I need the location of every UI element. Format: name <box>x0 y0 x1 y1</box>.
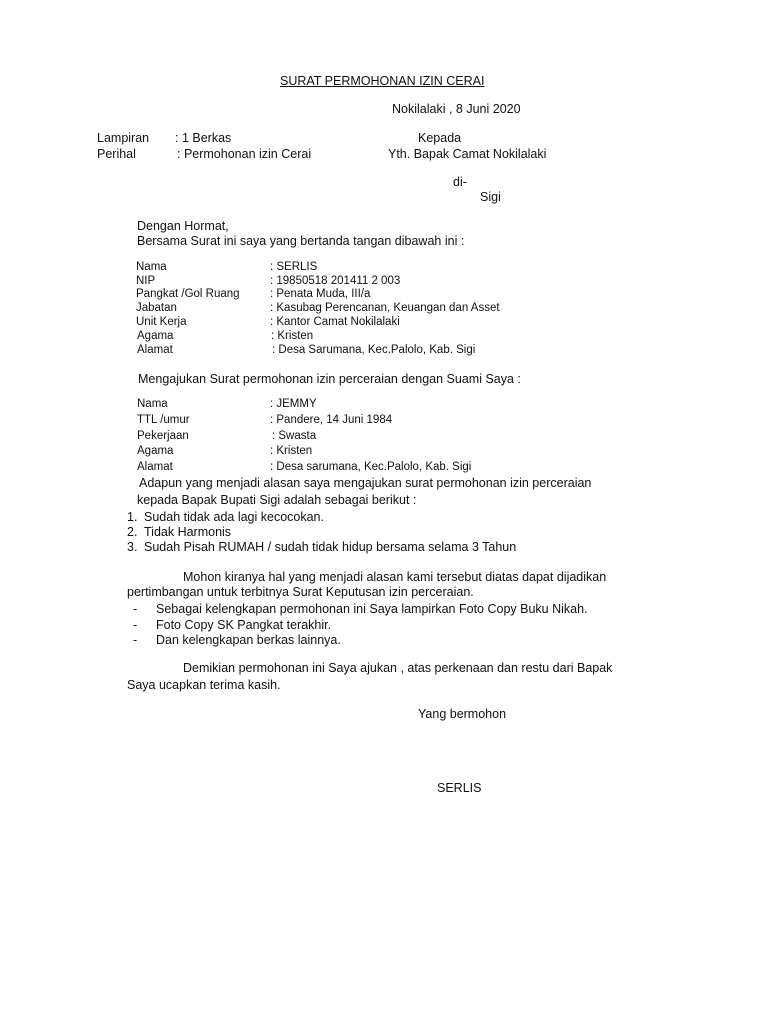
attachment-dash: - <box>133 618 138 632</box>
reason-number: 1. <box>127 510 138 524</box>
attachment-dash: - <box>133 602 138 616</box>
applicant-value: : Desa Sarumana, Kec.Palolo, Kab. Sigi <box>272 344 476 356</box>
lampiran-label: Lampiran <box>97 131 150 145</box>
recipient-yth: Yth. Bapak Camat Nokilalaki <box>388 147 547 161</box>
letter-title: SURAT PERMOHONAN IZIN CERAI <box>280 74 485 88</box>
applicant-value: : Penata Muda, III/a <box>270 288 371 300</box>
applicant-label: Pangkat /Gol Ruang <box>136 288 240 300</box>
closing-line-1: Demikian permohonan ini Saya ajukan , atas perkenaan dan restu dari Bapak <box>183 661 613 675</box>
recipient-di: di- <box>453 175 467 189</box>
spouse-label: Agama <box>137 445 174 457</box>
request-line-2: pertimbangan untuk terbitnya Surat Keputusan izin perceraian. <box>127 585 474 599</box>
spouse-value: : JEMMY <box>270 398 317 410</box>
place-date: Nokilalaki , 8 Juni 2020 <box>392 102 521 116</box>
petition-text: Mengajukan Surat permohonan izin perceraian dengan Suami Saya : <box>138 372 521 386</box>
request-line-1: Mohon kiranya hal yang menjadi alasan kami tersebut diatas dapat dijadikan <box>183 570 607 584</box>
signer-name: SERLIS <box>437 781 482 795</box>
reason-number: 3. <box>127 540 138 554</box>
closing-line-2: Saya ucapkan terima kasih. <box>127 678 281 692</box>
spouse-label: Pekerjaan <box>137 430 189 442</box>
applicant-value: : 19850518 201411 2 003 <box>270 275 401 287</box>
applicant-value: : Kasubag Perencanan, Keuangan dan Asset <box>270 302 500 314</box>
applicant-value: : SERLIS <box>270 261 318 273</box>
applicant-label: Jabatan <box>136 302 177 314</box>
spouse-value: : Swasta <box>272 430 317 442</box>
reason-number: 2. <box>127 525 138 539</box>
reason-text: Sudah Pisah RUMAH / sudah tidak hidup bersama selama 3 Tahun <box>144 540 517 554</box>
applicant-label: Agama <box>137 330 174 342</box>
reasons-intro-line-1: Adapun yang menjadi alasan saya mengajukan surat permohonan izin perceraian <box>139 476 592 490</box>
signoff-text: Yang bermohon <box>418 707 507 721</box>
spouse-value: : Pandere, 14 Juni 1984 <box>270 414 393 426</box>
reasons-intro-line-2: kepada Bapak Bupati Sigi adalah sebagai berikut : <box>137 493 417 507</box>
attachment-text: Dan kelengkapan berkas lainnya. <box>156 633 341 647</box>
attachment-text: Sebagai kelengkapan permohonan ini Saya lampirkan Foto Copy Buku Nikah. <box>156 602 588 616</box>
lampiran-value: : 1 Berkas <box>175 131 232 145</box>
recipient-place: Sigi <box>480 190 501 204</box>
greeting: Dengan Hormat, <box>137 219 229 233</box>
applicant-label: Unit Kerja <box>136 316 187 328</box>
spouse-label: Nama <box>137 398 168 410</box>
spouse-value: : Kristen <box>270 445 313 457</box>
applicant-label: Nama <box>136 261 167 273</box>
recipient-kepada: Kepada <box>418 131 462 145</box>
spouse-value: : Desa sarumana, Kec.Palolo, Kab. Sigi <box>270 461 472 473</box>
perihal-value: : Permohonan izin Cerai <box>177 147 312 161</box>
applicant-label: NIP <box>136 275 156 287</box>
reason-text: Tidak Harmonis <box>144 525 232 539</box>
spouse-label: Alamat <box>137 461 173 473</box>
applicant-value: : Kristen <box>271 330 314 342</box>
intro-text: Bersama Surat ini saya yang bertanda tangan dibawah ini : <box>137 234 465 248</box>
applicant-value: : Kantor Camat Nokilalaki <box>270 316 400 328</box>
attachment-dash: - <box>133 633 138 647</box>
attachment-text: Foto Copy SK Pangkat terakhir. <box>156 618 332 632</box>
reason-text: Sudah tidak ada lagi kecocokan. <box>144 510 324 524</box>
perihal-label: Perihal <box>97 147 136 161</box>
applicant-label: Alamat <box>137 344 173 356</box>
spouse-label: TTL /umur <box>137 414 190 426</box>
